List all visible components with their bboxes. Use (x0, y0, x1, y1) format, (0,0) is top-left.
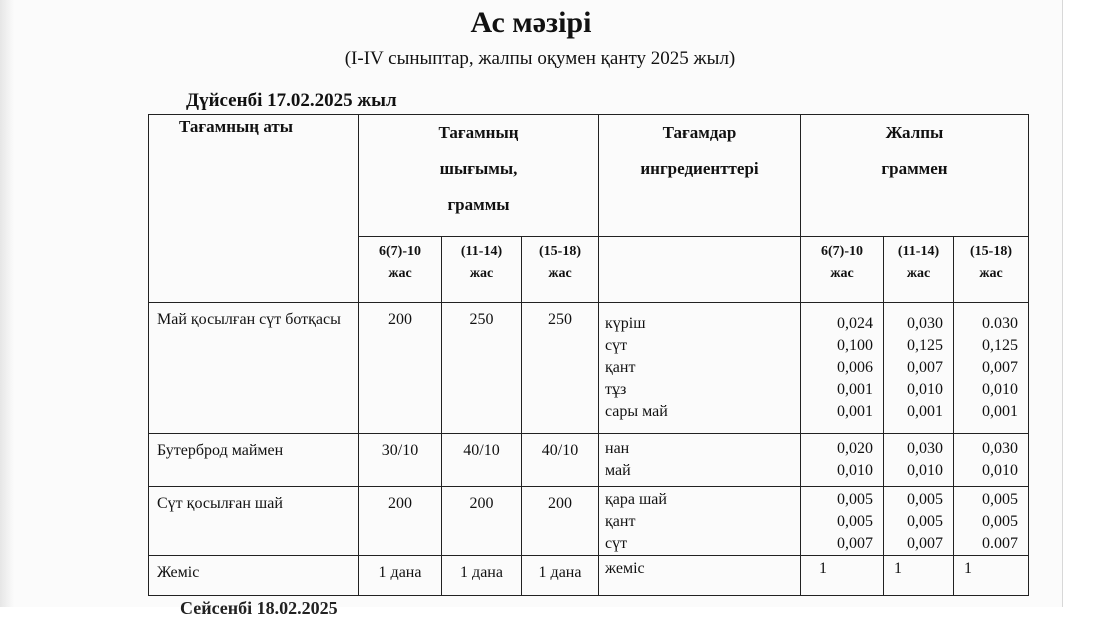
totals-cell (884, 556, 954, 596)
total-value: 0,024 (837, 315, 873, 332)
total-value: 0,100 (837, 337, 873, 354)
totals-cell (801, 303, 884, 434)
ingredient: нан (605, 440, 630, 457)
document-subtitle: (I-IV сыныптар, жалпы оқумен қанту 2025 жыл) (344, 48, 736, 69)
table-row (149, 303, 1029, 434)
age-cell: (11-14) жас (442, 237, 522, 303)
total-value: 0,125 (982, 337, 1018, 354)
total-value: 0,007 (907, 535, 943, 552)
total-value: 1 (964, 560, 972, 577)
menu-table (148, 114, 1029, 596)
totals-cell (954, 556, 1029, 596)
yield-value: 40/10 (442, 434, 522, 487)
total-value: 0,006 (837, 359, 873, 376)
ingredient: сүт (605, 535, 628, 552)
header-yield-line: Тағамның (438, 123, 519, 142)
totals-cell (801, 434, 884, 487)
yield-value: 200 (359, 303, 442, 434)
total-value: 0,001 (982, 403, 1018, 420)
total-value: 0,005 (982, 513, 1018, 530)
day-heading: Дүйсенбі 17.02.2025 жыл (186, 90, 397, 111)
dish-name: Май қосылған сүт ботқасы (149, 303, 359, 434)
totals-cell (884, 487, 954, 556)
yield-value: 1 дана (522, 556, 599, 596)
header-ingredients-line: ингредиенттері (640, 159, 759, 178)
total-value: 0,010 (982, 381, 1018, 398)
totals-cell (884, 434, 954, 487)
document-title: Ас мәзірі (470, 6, 592, 39)
ingredient: жеміс (605, 560, 645, 577)
header-total-line: граммен (881, 159, 948, 178)
total-value: 0,005 (982, 491, 1018, 508)
header-row (149, 115, 1029, 237)
ingredient: сары май (605, 403, 668, 420)
total-value: 0,125 (907, 337, 943, 354)
table-row (149, 556, 1029, 596)
total-value: 0,030 (907, 315, 943, 332)
header-dish-name: Тағамның аты (149, 115, 359, 303)
ingredient: күріш (605, 315, 646, 332)
ingredients-cell (599, 556, 801, 596)
next-day-heading-cut: Сейсенбі 18.02.2025 (180, 598, 338, 618)
total-value: 1 (894, 560, 902, 577)
total-value: 0,010 (907, 462, 943, 479)
age-cell: 6(7)-10 жас (359, 237, 442, 303)
total-value: 0,007 (982, 359, 1018, 376)
total-value: 0,030 (907, 440, 943, 457)
total-value: 0,005 (837, 513, 873, 530)
ingredients-cell (599, 434, 801, 487)
ingredient: қара шай (605, 491, 667, 508)
header-total-line: Жалпы (885, 123, 944, 142)
totals-cell (954, 487, 1029, 556)
header-yield-line: шығымы, (439, 159, 518, 178)
ingredient: сүт (605, 337, 628, 354)
yield-value: 40/10 (522, 434, 599, 487)
ingredient: қант (605, 359, 636, 376)
header-ingredients-line: Тағамдар (662, 123, 737, 142)
totals-cell (954, 303, 1029, 434)
ingredient: қант (605, 513, 636, 530)
totals-cell (801, 556, 884, 596)
table-row (149, 434, 1029, 487)
ingredient: май (605, 462, 631, 479)
age-cell: (11-14) жас (884, 237, 954, 303)
yield-value: 200 (359, 487, 442, 556)
page-edge-shadow (0, 0, 14, 607)
dish-name: Бутерброд маймен (149, 434, 359, 487)
yield-value: 1 дана (442, 556, 522, 596)
ingredients-cell (599, 303, 801, 434)
ingredients-cell (599, 487, 801, 556)
totals-cell (884, 303, 954, 434)
header-ingredients (599, 115, 801, 237)
yield-value: 200 (442, 487, 522, 556)
total-value: 0.030 (982, 315, 1018, 332)
yield-value: 250 (442, 303, 522, 434)
table-row (149, 487, 1029, 556)
age-cell: 6(7)-10 жас (801, 237, 884, 303)
ingredient: тұз (605, 381, 627, 398)
dish-name: Сүт қосылған шай (149, 487, 359, 556)
header-total (801, 115, 1029, 237)
yield-value: 250 (522, 303, 599, 434)
total-value: 0,005 (907, 491, 943, 508)
totals-cell (801, 487, 884, 556)
yield-value: 1 дана (359, 556, 442, 596)
total-value: 0,001 (837, 381, 873, 398)
dish-name: Жеміс (149, 556, 359, 596)
total-value: 0,010 (982, 462, 1018, 479)
age-cell: (15-18) жас (954, 237, 1029, 303)
empty-ingredient-cell (599, 237, 801, 303)
header-yield-line: граммы (447, 195, 510, 214)
total-value: 0,010 (907, 381, 943, 398)
header-yield (359, 115, 599, 237)
total-value: 1 (819, 560, 827, 577)
totals-cell (954, 434, 1029, 487)
total-value: 0,030 (982, 440, 1018, 457)
total-value: 0,001 (837, 403, 873, 420)
total-value: 0,007 (907, 359, 943, 376)
yield-value: 30/10 (359, 434, 442, 487)
total-value: 0,001 (907, 403, 943, 420)
total-value: 0,005 (907, 513, 943, 530)
yield-value: 200 (522, 487, 599, 556)
total-value: 0,005 (837, 491, 873, 508)
age-cell: (15-18) жас (522, 237, 599, 303)
total-value: 0,007 (837, 535, 873, 552)
total-value: 0,010 (837, 462, 873, 479)
total-value: 0,020 (837, 440, 873, 457)
total-value: 0.007 (982, 535, 1018, 552)
